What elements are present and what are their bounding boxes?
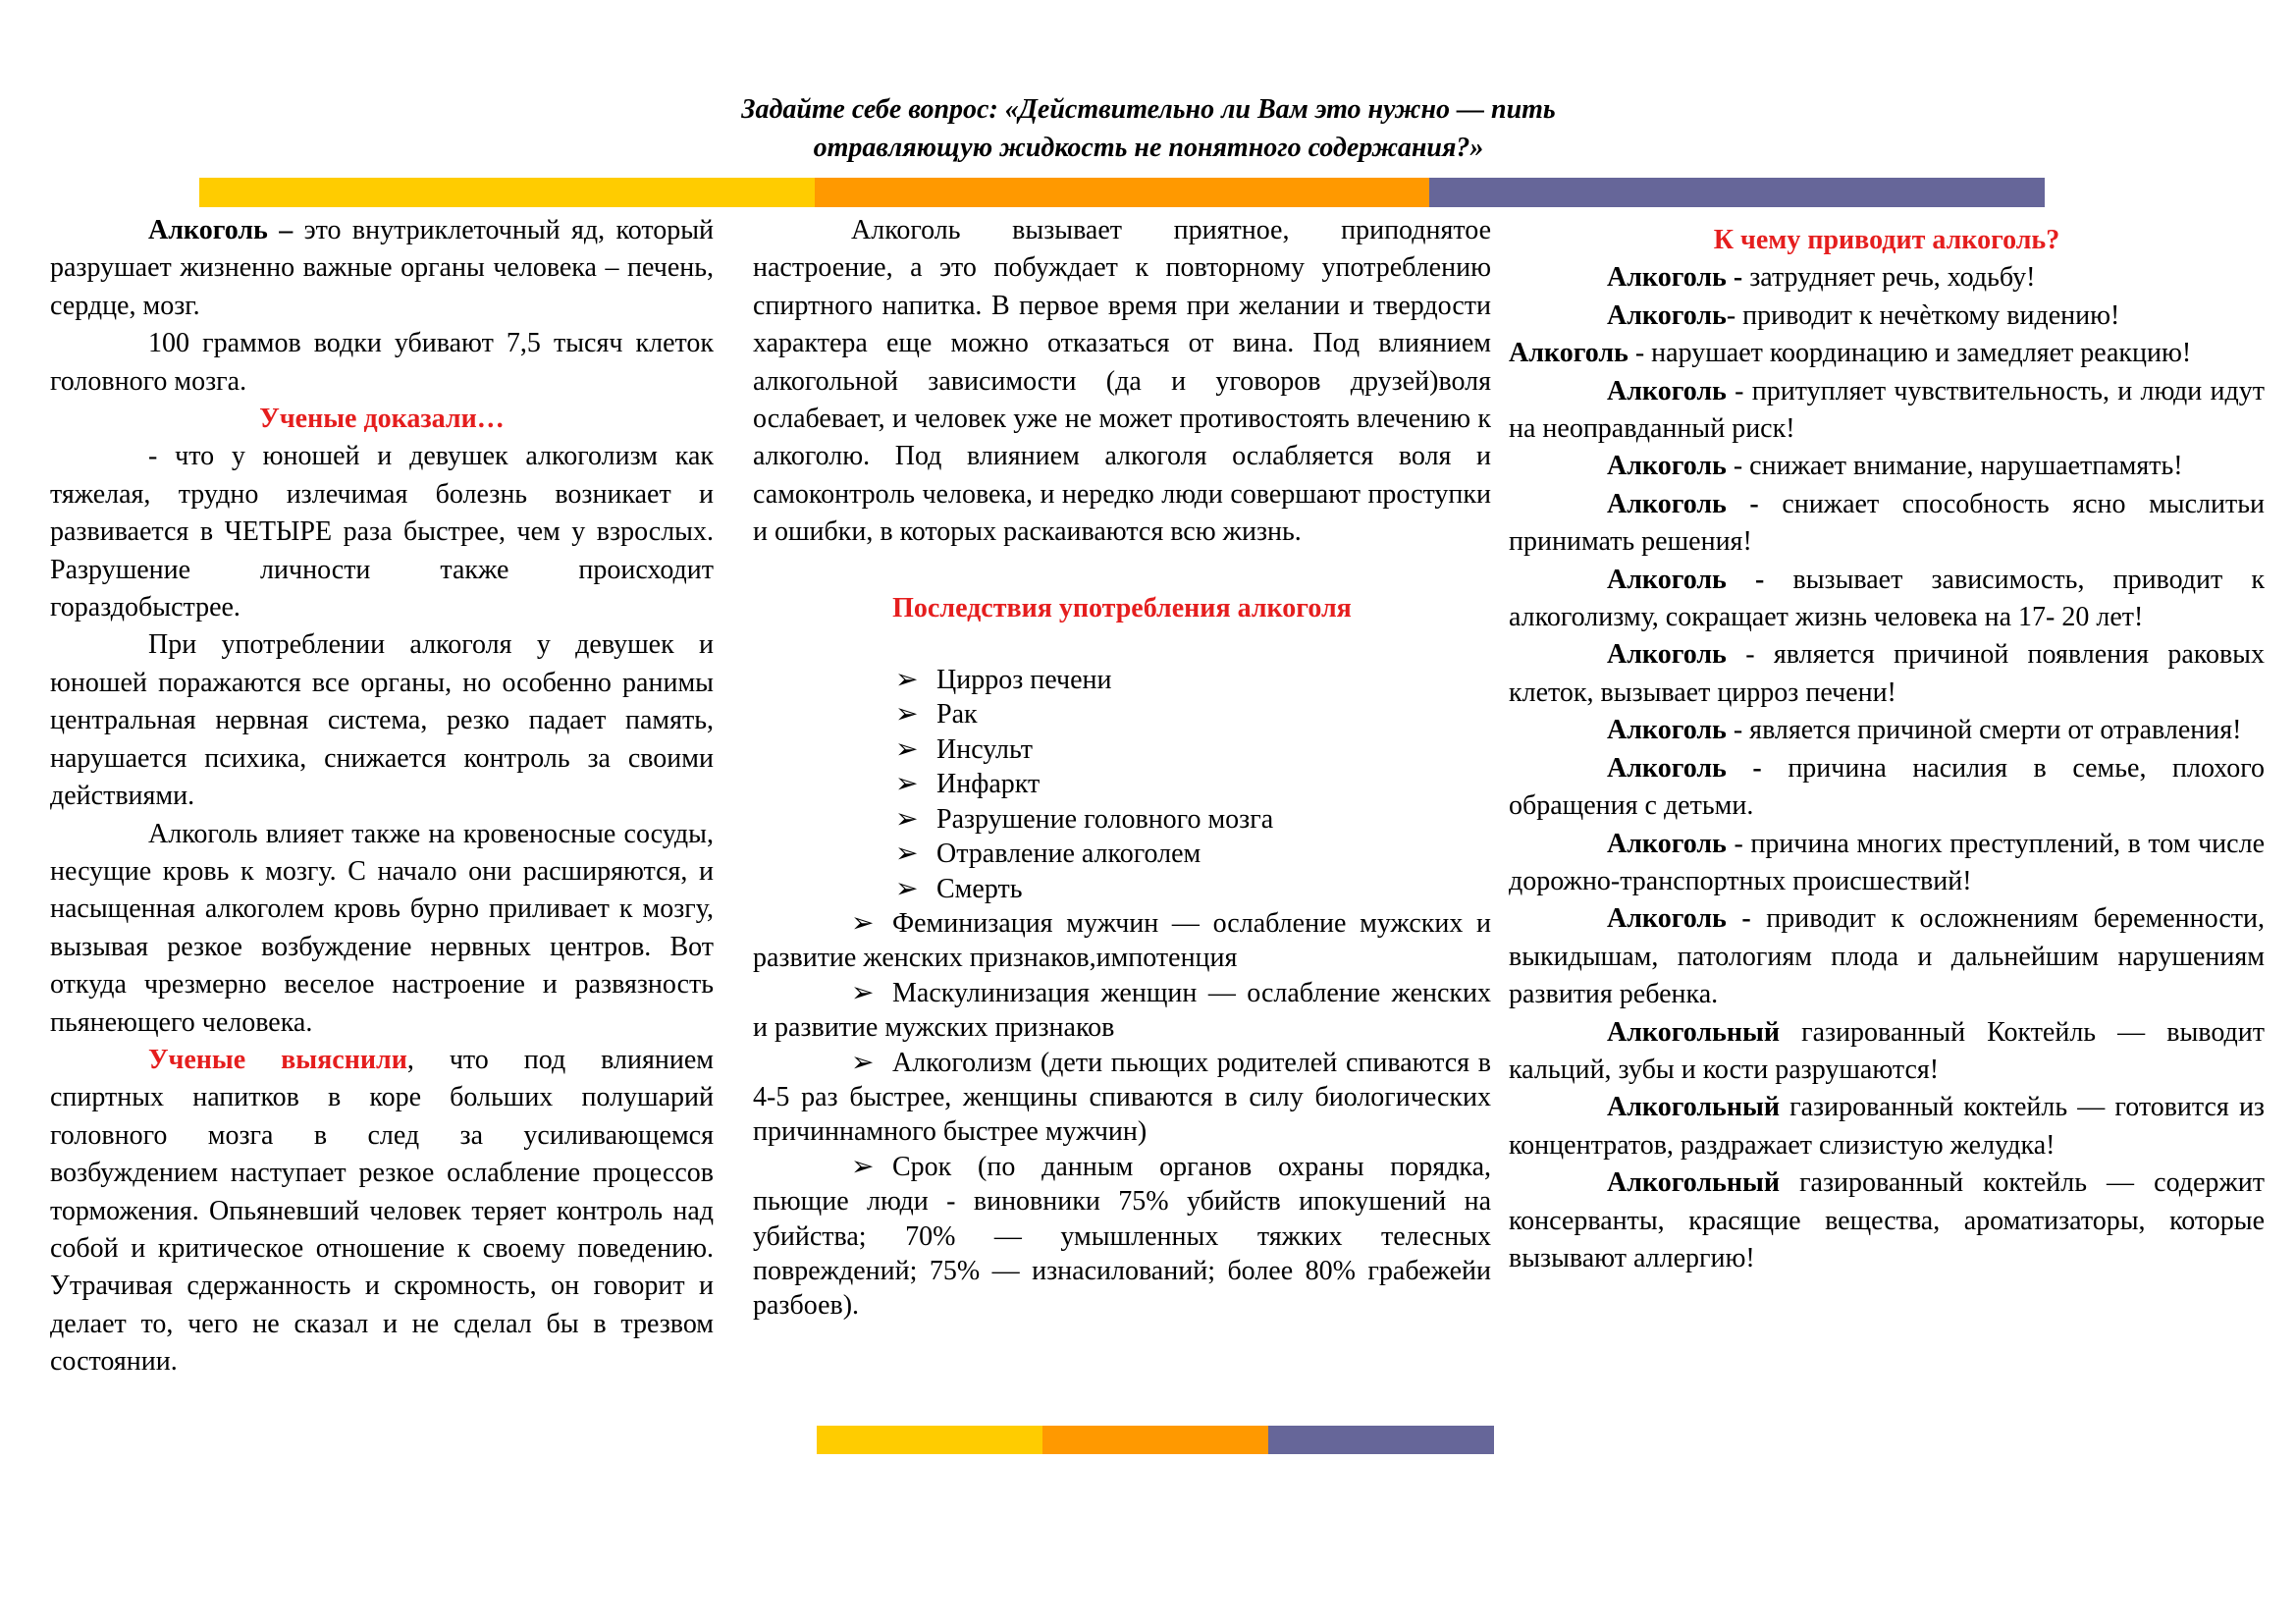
list-item-text: Инфаркт [936, 769, 1041, 800]
list-item-text: Инсульт [936, 733, 1033, 765]
list-item [753, 1150, 1491, 1324]
list-item [753, 906, 1491, 976]
effect-item [1509, 486, 2265, 562]
list-item [753, 802, 1491, 837]
effect-term: Алкоголь [1607, 715, 1727, 746]
arrow-bullet-icon: ➢ [851, 1047, 875, 1078]
col1-p1-text: это внутриклеточный яд, который разрушает жизненно важные органы человека – печень, сердце, мозг. [50, 215, 714, 321]
effect-item [1509, 562, 2265, 637]
bar-segment-orange [815, 178, 1430, 207]
effect-item [1509, 448, 2265, 485]
list-item-text: Разрушение головного мозга [936, 803, 1274, 835]
col1-term: Алкоголь – [148, 215, 294, 245]
column-middle [753, 212, 1491, 1324]
list-item [753, 837, 1491, 871]
effect-term: Алкоголь [1607, 375, 1727, 406]
bar-segment-slate [1268, 1426, 1494, 1454]
effect-item [1509, 259, 2265, 297]
arrow-bullet-icon: ➢ [895, 769, 919, 800]
effect-text: - причина многих преступлений, в том числе дорожно-транспортных происшествий! [1509, 828, 2265, 896]
effect-item [1509, 298, 2265, 335]
effect-item [1509, 335, 2265, 372]
col1-heading-proved: Ученые доказали… [259, 404, 505, 435]
effect-item [1509, 826, 2265, 901]
effect-text: газированный коктейль — готовится из концентратов, раздражает слизистую желудка! [1509, 1092, 2265, 1161]
header-line-1: Задайте себе вопрос: «Действительно ли Вам это нужно — пить [741, 94, 1556, 125]
col1-paragraph-2: 100 граммов водки убивают 7,5 тысяч клеток головного мозга. [50, 328, 714, 397]
col1-paragraph-3: - что у юношей и девушек алкоголизм как тяжелая, трудно излечимая болезнь возникает и развивается в ЧЕТЫРЕ раза быстрее, чем у взрослых. Разрушение личности также происходит гораздобыстрее. [50, 441, 714, 623]
effect-item [1509, 750, 2265, 826]
list-item-text: Феминизация мужчин — ослабление мужских и развитие женских признаков,импотенция [753, 907, 1491, 974]
effect-text: приводит к осложнениям беременности, выкидышам, патологиям плода и дальнейшим нарушениям развития ребенка. [1509, 903, 2265, 1010]
effect-item [1509, 1089, 2265, 1164]
list-item [753, 1046, 1491, 1150]
list-item-text: Цирроз печени [936, 665, 1112, 696]
effect-term: Алкоголь [1607, 639, 1727, 671]
col1-paragraph-6 [50, 1042, 714, 1381]
effect-text: - приводит к нечѐткому видению! [1726, 299, 2120, 331]
bottom-color-bar [817, 1426, 1494, 1454]
effect-term: Алкоголь [1607, 299, 1727, 331]
effect-term: Алкоголь - [1607, 488, 1759, 519]
list-item-text: Смерть [936, 873, 1023, 904]
effect-term: Алкоголь [1607, 451, 1727, 482]
effect-text: - является причиной смерти от отравления! [1726, 715, 2242, 746]
effect-text: вызывает зависимость, приводит к алкоголизму, сокращает жизнь человека на 17- 20 лет! [1509, 564, 2265, 633]
top-color-bar [199, 178, 2045, 207]
col2-paragraph-1: Алкоголь вызывает приятное, приподнятое настроение, а это побуждает к повторному употреблению спиртного напитка. В первое время при желании и твердости характера еще можно отказаться от вина. Под влиянием алкогольной зависимости (да и уговоров друзей)воля ослабевает, и человек уже не может противостоять влечению к алкоголю. Под влиянием алкоголя ослабляется воля и самоконтроль человека, и нередко люди совершают проступки и ошибки, в которых раскаиваются всю жизнь. [753, 215, 1491, 548]
bar-segment-yellow [199, 178, 815, 207]
effect-text: снижает способность ясно мыслитьи принимать решения! [1509, 488, 2265, 558]
effect-item [1509, 636, 2265, 712]
effect-term: Алкогольный [1607, 1016, 1780, 1048]
effect-item [1509, 1164, 2265, 1277]
effect-item [1509, 373, 2265, 449]
effect-text: газированный коктейль — содержит консерванты, красящие вещества, ароматизаторы, которые вызывают аллергию! [1509, 1167, 2265, 1273]
column-left [50, 212, 714, 1381]
col1-p6-text: , что под влиянием спиртных напитков в коре больших полушарий головного мозга в след за усиливающемся возбуждением наступает резкое ослабление процессов торможения. Опьяневший человек теряет контроль над собой и критическое отношение к своему поведению. Утрачивая сдержанность и скромность, он говорит и делает то, чего не сказал и не сделал бы в трезвом состоянии. [50, 1044, 714, 1378]
effect-term: Алкоголь - [1607, 752, 1762, 784]
col2-heading-consequences: Последствия употребления алкоголя [892, 592, 1352, 623]
effect-term: Алкоголь [1607, 828, 1727, 859]
list-item-text: Срок (по данным органов охраны порядка, пьющие люди - виновники 75% убийств ипокушений на убийства; 70% — умышленных тяжких телесных повреждений; 75% — изнасилований; более 80% грабежейи разбоев). [753, 1151, 1491, 1322]
effect-term: Алкоголь [1509, 338, 1629, 369]
col1-paragraph-1 [50, 212, 714, 325]
effect-term: Алкоголь - [1607, 903, 1751, 935]
list-item-text: Алкоголизм (дети пьющих родителей спиваются в 4-5 раз быстрее, женщины спиваются в силу биологических причиннамного быстрее мужчин) [753, 1047, 1491, 1148]
column-right [1509, 222, 2265, 1277]
list-item [753, 732, 1491, 767]
col3-heading-effects: К чему приводит алкоголь? [1713, 225, 2060, 255]
consequences-list [753, 663, 1491, 1324]
effect-item [1509, 1014, 2265, 1090]
bar-segment-slate [1429, 178, 2045, 207]
arrow-bullet-icon: ➢ [851, 977, 875, 1008]
effect-term: Алкогольный [1607, 1092, 1780, 1123]
arrow-bullet-icon: ➢ [895, 839, 919, 870]
effect-text: - нарушает координацию и замедляет реакцию! [1628, 338, 2192, 369]
arrow-bullet-icon: ➢ [895, 873, 919, 904]
effect-term: Алкогольный [1607, 1167, 1780, 1199]
effect-text: - снижает внимание, нарушаетпамять! [1726, 451, 2183, 482]
col1-paragraph-4: При употреблении алкоголя у девушек и юношей поражаются все органы, но особенно ранимы центральная нервная система, резко падает память, нарушается психика, снижается контроль за своими действиями. [50, 629, 714, 812]
list-item-text: Рак [936, 699, 978, 731]
list-item [753, 697, 1491, 731]
effect-text: - притупляет чувствительность, и люди идут на неоправданный риск! [1509, 375, 2265, 445]
effect-item [1509, 900, 2265, 1013]
leaflet-header [294, 90, 2002, 167]
list-item [753, 872, 1491, 906]
arrow-bullet-icon: ➢ [851, 1151, 875, 1182]
effect-text: - является причиной появления раковых клеток, вызывает цирроз печени! [1509, 639, 2265, 708]
list-item-text: Маскулинизация женщин — ослабление женских и развитие мужских признаков [753, 977, 1491, 1044]
arrow-bullet-icon: ➢ [895, 699, 919, 731]
bar-segment-orange [1042, 1426, 1268, 1454]
effect-item [1509, 712, 2265, 749]
effect-text: газированный Коктейль — выводит кальций, зубы и кости разрушаются! [1509, 1016, 2265, 1085]
col1-red-phrase: Ученые выяснили [148, 1044, 407, 1075]
list-item [753, 976, 1491, 1046]
effect-term: Алкоголь - [1607, 564, 1765, 595]
effect-term: Алкоголь - [1607, 262, 1743, 294]
list-item-text: Отравление алкоголем [936, 839, 1201, 870]
arrow-bullet-icon: ➢ [895, 665, 919, 696]
list-item [753, 663, 1491, 697]
bar-segment-yellow [817, 1426, 1042, 1454]
col1-paragraph-5: Алкоголь влияет также на кровеносные сосуды, несущие кровь к мозгу. С начало они расширяются, и насыщенная алкоголем кровь бурно приливает к мозгу, вызывая резкое возбуждение нервных центров. Вот откуда чрезмерно веселое настроение и развязность пьянеющего человека. [50, 818, 714, 1038]
effect-text: затрудняет речь, ходьбу! [1742, 262, 2036, 294]
arrow-bullet-icon: ➢ [895, 733, 919, 765]
effect-text: причина насилия в семье, плохого обращения с детьми. [1509, 752, 2265, 822]
arrow-bullet-icon: ➢ [895, 803, 919, 835]
header-line-2: отравляющую жидкость не понятного содержания?» [813, 133, 1484, 163]
effects-list [1509, 259, 2265, 1277]
arrow-bullet-icon: ➢ [851, 907, 875, 939]
list-item [753, 767, 1491, 801]
